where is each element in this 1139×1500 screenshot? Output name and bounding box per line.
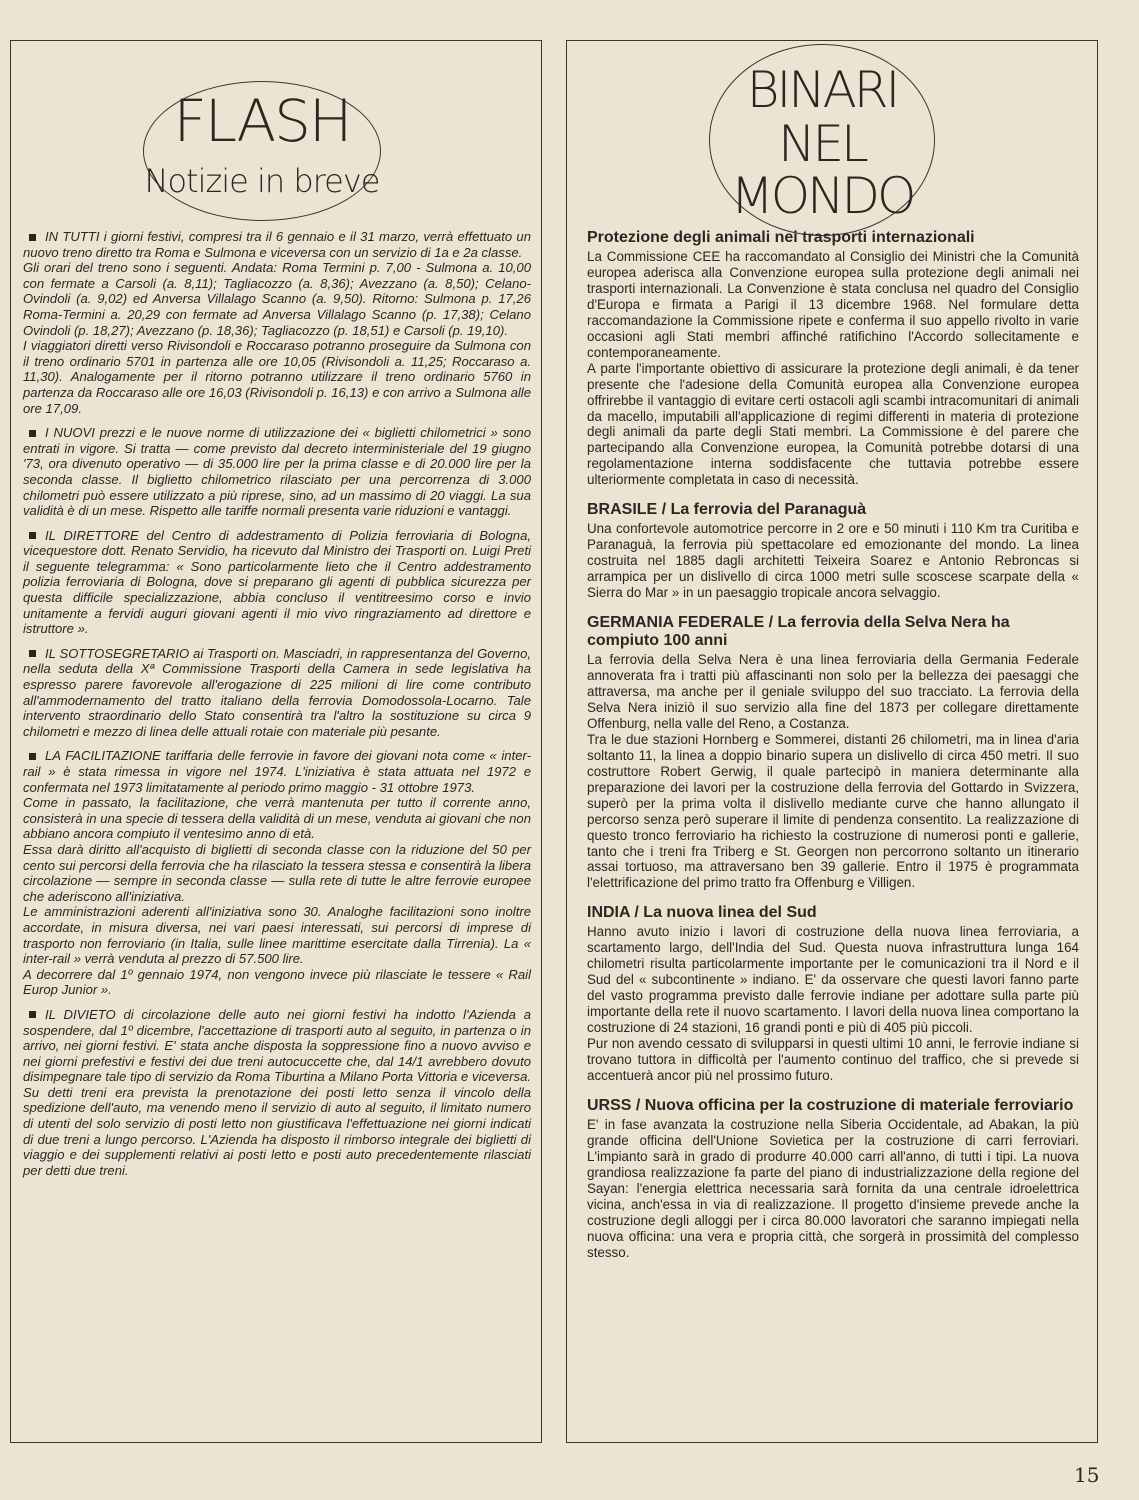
news-article-title: GERMANIA FEDERALE / La ferrovia della Selva Nera ha compiuto 100 anni [587, 614, 1010, 650]
flash-item [23, 1007, 531, 1179]
news-article-paragraph: La ferrovia della Selva Nera è una linea ferroviaria della Germania Federale annoverata fra i tratti più affascinanti non solo per la bellezza dei paesaggi che attraversa, ma anche per il geniale sviluppo del suo tracciato. La ferrovia della Selva Nera iniziò il suo servizio alla fine del 1873 per collegare direttamente Offenburg, nella valle del Reno, a Costanza. [587, 652, 1079, 731]
news-article-paragraph: Pur non avendo cessato di svilupparsi in questi ultimi 10 anni, le ferrovie indiane si trovano tuttora in difficoltà per l'aumento continuo del traffico, che si prevede si accentuerà ancor più nel prossimo futuro. [587, 1036, 1079, 1083]
square-bullet-icon [29, 532, 36, 539]
flash-item [23, 425, 531, 519]
news-article [587, 229, 1079, 488]
square-bullet-icon [29, 430, 36, 437]
flash-paragraph [23, 904, 531, 966]
news-article-paragraph: A parte l'importante obiettivo di assicurare la protezione degli animali, è da tener presente che l'adesione della Comunità europea alla Convenzione europea offrirebbe il vantaggio di evitare certi ostacoli agli scambi intracomunitari di animali da macello, imputabili all'applicazione di regimi differenti in materia di protezione degli animali da parte degli Stati membri. La Commissione è del parere che partecipando alla Convenzione europea, la Comunità potrebbe dotarsi di una regolamentazione interna soddisfacente che tuttavia potrebbe essere ulteriormente completata in caso di necessità. [587, 360, 1079, 488]
binari-logo-line-1: BINARI [746, 61, 898, 119]
square-bullet-icon [29, 234, 36, 241]
flash-paragraph-text: Le amministrazioni aderenti all'iniziativa sono 30. Analoghe facilitazioni sono inoltre accordate, in misura diversa, nei vari paesi interessati, sui percorsi di imprese di trasporto non ferroviario (in Italia, sulle linee marittime esercitate dalla Tirrenia). La « inter-rail » verrà venduta al prezzo di 57.500 lire. [23, 904, 531, 967]
news-article [587, 614, 1079, 891]
binari-column [566, 40, 1098, 1443]
news-article-paragraph: E' in fase avanzata la costruzione nella Siberia Occidentale, ad Abakan, la più grande officina dell'Unione Sovietica per la costruzione di carri ferroviari. L'impianto sarà in grado di produrre 40.000 carri all'anno, di tutti i tipi. La nuova grandiosa realizzazione fa parte del piano di industrializzazione della regione del Sayan: l'energia elettrica necessaria sarà fornita da una centrale idroelettrica vicina, anch'essa in via di realizzazione. Il progetto d'insieme prevede anche la costruzione degli alloggi per i circa 80.000 lavoratori che saranno impiegati nella nuova officina: una vera e propria città, che sorgerà in prossimità del complesso stesso. [587, 1116, 1079, 1260]
flash-column [10, 40, 542, 1443]
flash-news-list [23, 229, 531, 1187]
flash-paragraph [23, 967, 531, 998]
news-article-title: BRASILE / La ferrovia del Paranaguà [587, 501, 867, 519]
binari-logo [709, 44, 935, 236]
news-article [587, 1097, 1079, 1261]
flash-paragraph [23, 528, 531, 637]
flash-logo-subtitle: Notizie in breve [144, 162, 380, 200]
news-article-title: URSS / Nuova officina per la costruzione di materiale ferroviario [587, 1096, 1074, 1114]
news-article-paragraph: La Commissione CEE ha raccomandato al Consiglio dei Ministri che la Comunità europea aderisca alla Convenzione europea sulla protezione degli animali nei trasporti internazionali. La Convenzione è stata conclusa nel quadro del Consiglio d'Europa e firmata a Parigi il 13 dicembre 1968. Nel formulare detta raccomandazione la Commissione ripete e conferma il suo appello rivolto in varie occasioni agli Stati membri affinché ratifichino l'Accordo sollecitamente e contemporaneamente. [587, 249, 1079, 360]
page-number: 15 [1074, 1463, 1100, 1487]
flash-paragraph [23, 338, 531, 416]
news-article-title: INDIA / La nuova linea del Sud [587, 904, 817, 922]
news-article [587, 904, 1079, 1084]
news-article-paragraph: Hanno avuto inizio i lavori di costruzione della nuova linea ferroviaria, a scartamento largo, dell'India del Sud. Questa nuova infrastruttura lunga 164 chilometri risulta particolarmente importante per le comunicazioni tra il Nord e il Sud del « subcontinente » indiano. E' da osservare che questi lavori fanno parte del vasto programma previsto dalle ferrovie indiane per adottare sulla parte più importante della rete il nuovo scartamento. I lavori della nuova linea comportano la costruzione di 24 stazioni, 16 grandi ponti e più di 405 più piccoli. [587, 924, 1079, 1036]
flash-paragraph-text: A decorrere dal 1º gennaio 1974, non vengono invece più rilasciate le tessere « Rail Europ Junior ». [23, 966, 531, 998]
square-bullet-icon [29, 650, 36, 657]
flash-paragraph-text: LA FACILITAZIONE tariffaria delle ferrovie in favore dei giovani nota come « inter-rail » è stata rimessa in vigore nel 1974. L'iniziativa è stata attuata nel 1972 e confermata nel 1973 limitatamente al periodo primo maggio - 31 ottobre 1973. [23, 748, 531, 795]
flash-paragraph-text: Gli orari del treno sono i seguenti. Andata: Roma Termini p. 7,00 - Sulmona a. 10,00 con fermate a Carsoli (a. 8,11); Tagliacozzo (a. 8,36); Avezzano (a. 8,50); Celano-Ovindoli (a. 9,02) ed Anversa Villalago Scanno (a. 9,50). Ritorno: Sulmona p. 17,26 Roma-Termini a. 20,29 con fermate ad Anversa Villalago Scanno (p. 17,38); Celano Ovindoli (p. 18,27); Avezzano (p. 18,36); Tagliacozzo (p. 18,51) e Carsoli (p. 19,10). [23, 260, 531, 338]
flash-item [23, 528, 531, 637]
flash-logo [143, 81, 381, 221]
square-bullet-icon [29, 1011, 36, 1018]
flash-paragraph-text: IN TUTTI i giorni festivi, compresi tra il 6 gennaio e il 31 marzo, verrà effettuato un nuovo treno diretto tra Roma e Sulmona e viceversa con un servizio di 1a e 2a classe. [23, 229, 531, 260]
square-bullet-icon [29, 753, 36, 760]
flash-item [23, 646, 531, 740]
flash-item [23, 229, 531, 416]
world-news-list [587, 229, 1079, 1273]
news-article [587, 501, 1079, 601]
flash-paragraph-text: I viaggiatori diretti verso Rivisondoli e Roccaraso potranno proseguire da Sulmona con il treno ordinario 5701 in partenza alle ore 10,05 (Rivisondoli a. 11,25; Roccaraso a. 11,30). Analogamente per il ritorno potranno utilizzare il treno ordinario 5760 in partenza da Roccaraso alle ore 16,03 (Rivisondoli p. 16,13) e con arrivo a Sulmona alle ore 17,09. [23, 338, 531, 416]
flash-logo-title: FLASH [173, 87, 351, 155]
flash-paragraph [23, 795, 531, 842]
binari-logo-line-3: MONDO [730, 167, 914, 225]
flash-item [23, 748, 531, 998]
flash-paragraph [23, 748, 531, 795]
flash-paragraph [23, 260, 531, 338]
flash-paragraph-text: IL DIVIETO di circolazione delle auto nei giorni festivi ha indotto l'Azienda a sospendere, dal 1º dicembre, l'accettazione di trasporti auto al seguito, in partenza o in arrivo, nei giorni festivi. E' stata anche disposta la soppressione fino a nuovo avviso e nei giorni prefestivi e festivi dei due treni autocuccette che, dal 14/1 avrebbero dovuto disimpegnare tale tipo di servizio da Roma Tiburtina a Milano Porta Vittoria e viceversa. Su detti treni era prevista la prenotazione dei posti letto senza il vincolo della spedizione dell'auto, ma venendo meno il servizio di auto al seguito, il limitato numero di utenti del solo servizio di posti letto non giustificava l'effettuazione nei giorni indicati di due treni a lungo percorso. L'Azienda ha disposto il rimborso integrale dei biglietti di viaggio e dei supplementi relativi ai posti letto e posti auto precedentemente rilasciati per detti due treni. [23, 1006, 531, 1178]
news-article-paragraph: Tra le due stazioni Hornberg e Sommerei, distanti 26 chilometri, ma in linea d'aria soltanto 11, la linea a doppio binario supera un dislivello di circa 450 metri. Il suo costruttore Robert Gerwig, il quale partecipò in maniera determinante alla preparazione dei lavori per la costruzione della ferrovia del Gottardo in Svizzera, superò per la prima volta il dislivello mediante curve che hanno allungato il percorso senza però superare il limite di pendenza consentito. La realizzazione di questo tronco ferroviario ha richiesto la costruzione di numerosi ponti e gallerie, tanto che i treni fra Triberg e St. Georgen non percorrono soltanto un itinerario assai tortuoso, ma attraversano ben 39 gallerie. Entro il 1975 è programmata l'elettrificazione del primo tratto fra Offenburg e Villigen. [587, 731, 1079, 891]
flash-paragraph-text: IL DIRETTORE del Centro di addestramento di Polizia ferroviaria di Bologna, vicequestore dott. Renato Servidio, ha ricevuto dal Ministro dei Trasporti on. Luigi Preti il seguente telegramma: « Sono particolarmente lieto che il Centro addestramento polizia ferroviaria di Bologna, dove si preparano gli agenti di pubblica sicurezza per questa difficile specializzazione, abbia concluso il ventitreesimo corso e invio unitamente a fervidi auguri giovani agenti il mio vivo ringraziamento ad direttore e istruttore ». [23, 527, 531, 637]
flash-paragraph-text: I NUOVI prezzi e le nuove norme di utilizzazione dei « biglietti chilometrici » sono entrati in vigore. Si tratta — come previsto dal decreto interministeriale del 19 giugno '73, ora divenuto operativo — di 35.000 lire per la prima classe e di 20.000 lire per la seconda classe. Il biglietto chilometrico rilasciato per una percorrenza di 3.000 chilometri può essere utilizzato a più riprese, sino, ad un massimo di 20 viaggi. La sua validità è di un mese. Rispetto alle tariffe normali presenta varie riduzioni e vantaggi. [23, 425, 531, 519]
flash-paragraph-text: Come in passato, la facilitazione, che verrà mantenuta per tutto il corrente anno, consisterà in una specie di tessera della validità di un mese, venduta ai giovani che non abbiano ancora compiuto il ventesimo anno di età. [23, 795, 531, 842]
news-article-paragraph: Una confortevole automotrice percorre in 2 ore e 50 minuti i 110 Km tra Curitiba e Paranaguà, la ferrovia più spettacolare ed emozionante del mondo. La linea costruita nel 1885 dagli architetti Teixeira Soarez e Antonio Rebroncas si arrampica per un dislivello di circa 1000 metri sulle scoscese scarpate della « Sierra do Mar » in un paesaggio tropicale ancora selvaggio. [587, 521, 1079, 601]
flash-paragraph [23, 1007, 531, 1179]
flash-paragraph-text: IL SOTTOSEGRETARIO ai Trasporti on. Masciadri, in rappresentanza del Governo, nella seduta della Xª Commissione Trasporti della Camera in sede legislativa ha espresso parere favorevole all'erogazione di 225 milioni di lire come contributo all'ammodernamento del tratto italiano della ferrovia Domodossola-Locarno. Tale intervento straordinario dello Stato consentirà tra l'altro la sostituzione su circa 9 chilometri e mezzo di linea delle attuali rotaie con materiale più pesante. [23, 645, 531, 739]
binari-logo-line-2: NEL [778, 115, 866, 173]
flash-paragraph-text: Essa darà diritto all'acquisto di biglietti di seconda classe con la riduzione del 50 per cento sui percorsi della ferrovia che ha rilasciato la tessera stessa e consentirà la libera circolazione — sempre in seconda classe — sulla rete di tutte le altre ferrovie europee che aderiscono all'iniziativa. [23, 841, 531, 904]
flash-paragraph [23, 425, 531, 519]
flash-paragraph [23, 842, 531, 904]
flash-paragraph [23, 229, 531, 260]
news-article-title: Protezione degli animali nei trasporti internazionali [587, 229, 975, 246]
flash-paragraph [23, 646, 531, 740]
